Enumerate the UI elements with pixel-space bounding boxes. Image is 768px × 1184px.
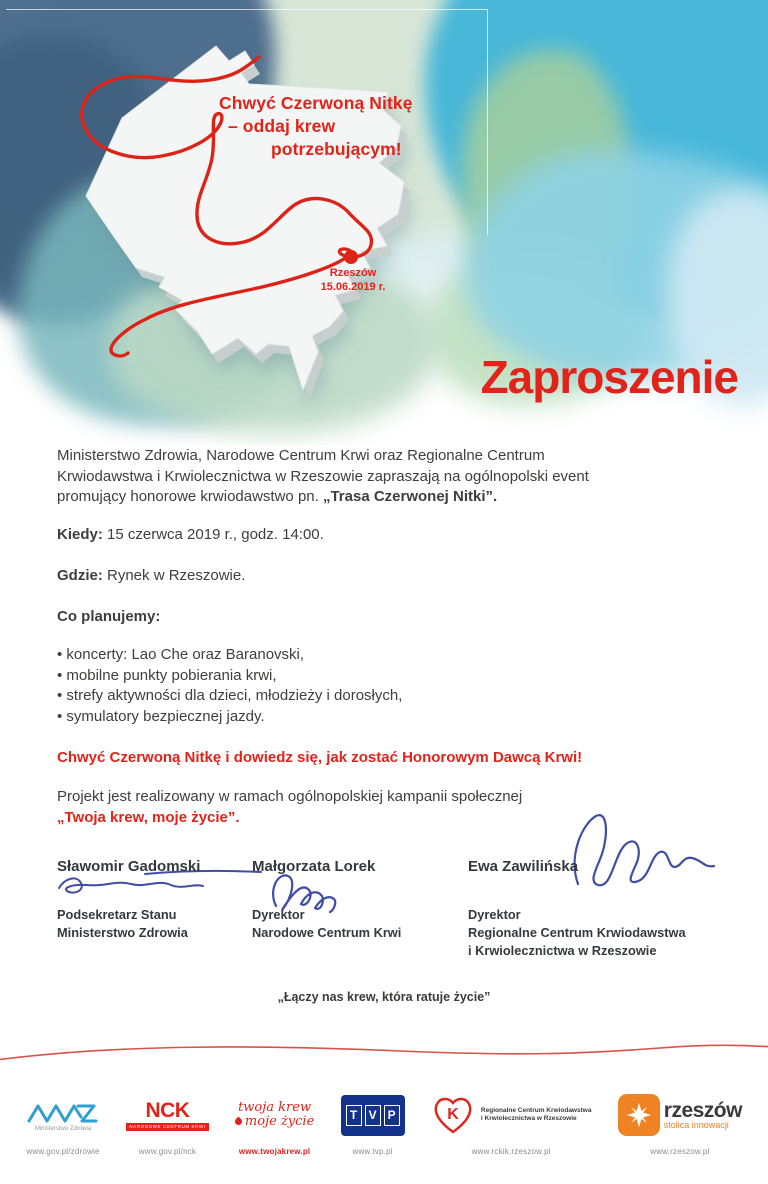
list-item: • mobilne punkty pobierania krwi, — [57, 666, 277, 684]
hero-claim-line2: – oddaj krew — [228, 116, 336, 136]
where-label: Gdzie: — [57, 567, 103, 584]
mz-caption: www.gov.pl/zdrowie — [26, 1147, 100, 1156]
tvp-letter: P — [384, 1105, 400, 1126]
signatory-name: Małgorzata Lorek — [252, 858, 376, 875]
signatory-block — [252, 858, 462, 940]
tvp-logo-box — [341, 1095, 405, 1136]
campaign-text: Projekt jest realizowany w ramach ogólnopolskiej kampanii społecznej — [57, 788, 523, 805]
nck-wordmark: NCK — [145, 1098, 190, 1122]
signatory-role: Podsekretarz Stanu — [57, 907, 177, 922]
signatory-block — [57, 858, 267, 940]
signatory-name: Sławomir Gadomski — [57, 858, 201, 875]
logo-rzeszow — [618, 1092, 742, 1156]
rckik-name-line2: i Krwiolecznictwa w Rzeszowie — [480, 1115, 577, 1122]
motto-quote: „Łączy nas krew, która ratuje życie” — [277, 990, 491, 1004]
rzeszow-star-icon — [618, 1094, 660, 1136]
tvp-letter: V — [365, 1105, 381, 1126]
signatory-role: Regionalne Centrum Krwiodawstwa — [468, 925, 686, 940]
intro-event-name: „Trasa Czerwonej Nitki”. — [322, 488, 498, 505]
tvp-caption: www.tvp.pl — [352, 1147, 393, 1156]
rzeszow-tagline: stolica innowacji — [663, 1119, 729, 1130]
signatory-name: Ewa Zawilińska — [468, 858, 579, 875]
red-thread-divider — [0, 1030, 768, 1070]
campaign-name: „Twoja krew, moje życie”. — [57, 808, 240, 826]
tkmz-line2: moje życie — [244, 1114, 315, 1129]
mz-zigzag-icon — [26, 1099, 100, 1125]
rzeszow-label — [309, 266, 397, 294]
signatory-role: i Krwiolecznictwa w Rzeszowie — [468, 943, 657, 958]
hero-claim — [219, 92, 413, 161]
when-label: Kiedy: — [57, 526, 103, 543]
nck-bar-text: NARODOWE CENTRUM KRWI — [126, 1123, 208, 1131]
signatory-role: Dyrektor — [252, 907, 305, 922]
heart-k-icon — [431, 1094, 475, 1136]
signatory-block — [468, 858, 748, 958]
logo-tvp — [341, 1092, 405, 1156]
intro-paragraph — [57, 446, 642, 508]
hero-claim-line1: Chwyć Czerwoną Nitkę — [219, 93, 413, 113]
plan-list — [57, 645, 402, 727]
blood-drop-icon — [233, 1117, 243, 1127]
signatory-roles — [57, 906, 188, 942]
list-item: • koncerty: Lao Che oraz Baranovski, — [57, 646, 305, 663]
rzeszow-wordmark: rzeszów — [663, 1098, 742, 1122]
when-value: 15 czerwca 2019 r., godz. 14:00. — [102, 526, 324, 543]
tkmz-line1: twoja krew — [238, 1100, 312, 1115]
logo-nck — [126, 1092, 208, 1156]
logo-twoja-krew-moje-zycie — [235, 1092, 314, 1156]
where-row — [57, 566, 245, 587]
rzeszow-caption: www.rzeszow.pl — [650, 1147, 710, 1156]
rzeszow-date: 15.06.2019 r. — [320, 281, 386, 293]
logo-rckik — [431, 1092, 592, 1156]
tkmz-caption: www.twojakrew.pl — [238, 1147, 311, 1156]
list-item: • strefy aktywności dla dzieci, młodzieży i dorosłych, — [57, 687, 403, 704]
tvp-letter: T — [346, 1105, 362, 1126]
signatory-role: Narodowe Centrum Krwi — [252, 925, 402, 940]
rzeszow-city: Rzeszów — [329, 267, 377, 279]
list-item: • symulatory bezpiecznej jazdy. — [57, 707, 265, 725]
signatory-role: Ministerstwo Zdrowia — [57, 925, 188, 940]
nck-caption: www.gov.pl/nck — [138, 1147, 197, 1156]
page-title: Zaproszenie — [480, 351, 738, 403]
cta-line: Chwyć Czerwoną Nitkę i dowiedz się, jak zostać Honorowym Dawcą Krwi! — [57, 749, 583, 766]
rzeszow-dot — [344, 250, 358, 264]
logo-ministerstwo-zdrowia — [26, 1092, 100, 1156]
mz-logo-label: Ministerstwo Zdrowia — [34, 1125, 92, 1132]
signatory-role: Dyrektor — [468, 907, 521, 922]
intro-text: Ministerstwo Zdrowia, Narodowe Centrum Krwi oraz Regionalne Centrum Krwiodawstwa i Krwiolecznictwa w Rzeszowie zapraszają na ogólnopolski event promujący honorowe krwiodawstwo pn. — [57, 447, 589, 505]
where-value: Rynek w Rzeszowie. — [102, 567, 246, 584]
hero-claim-line3: potrzebującym! — [271, 139, 402, 159]
signatory-roles — [468, 906, 686, 960]
rckik-k-mark: K — [447, 1106, 459, 1123]
when-row — [57, 525, 324, 546]
rckik-name-line1: Regionalne Centrum Krwiodawstwa — [480, 1106, 592, 1114]
rckik-caption: www.rckik.rzeszow.pl — [471, 1147, 551, 1156]
plan-label: Co planujemy: — [57, 608, 161, 625]
partner-logos-row — [26, 1092, 742, 1158]
